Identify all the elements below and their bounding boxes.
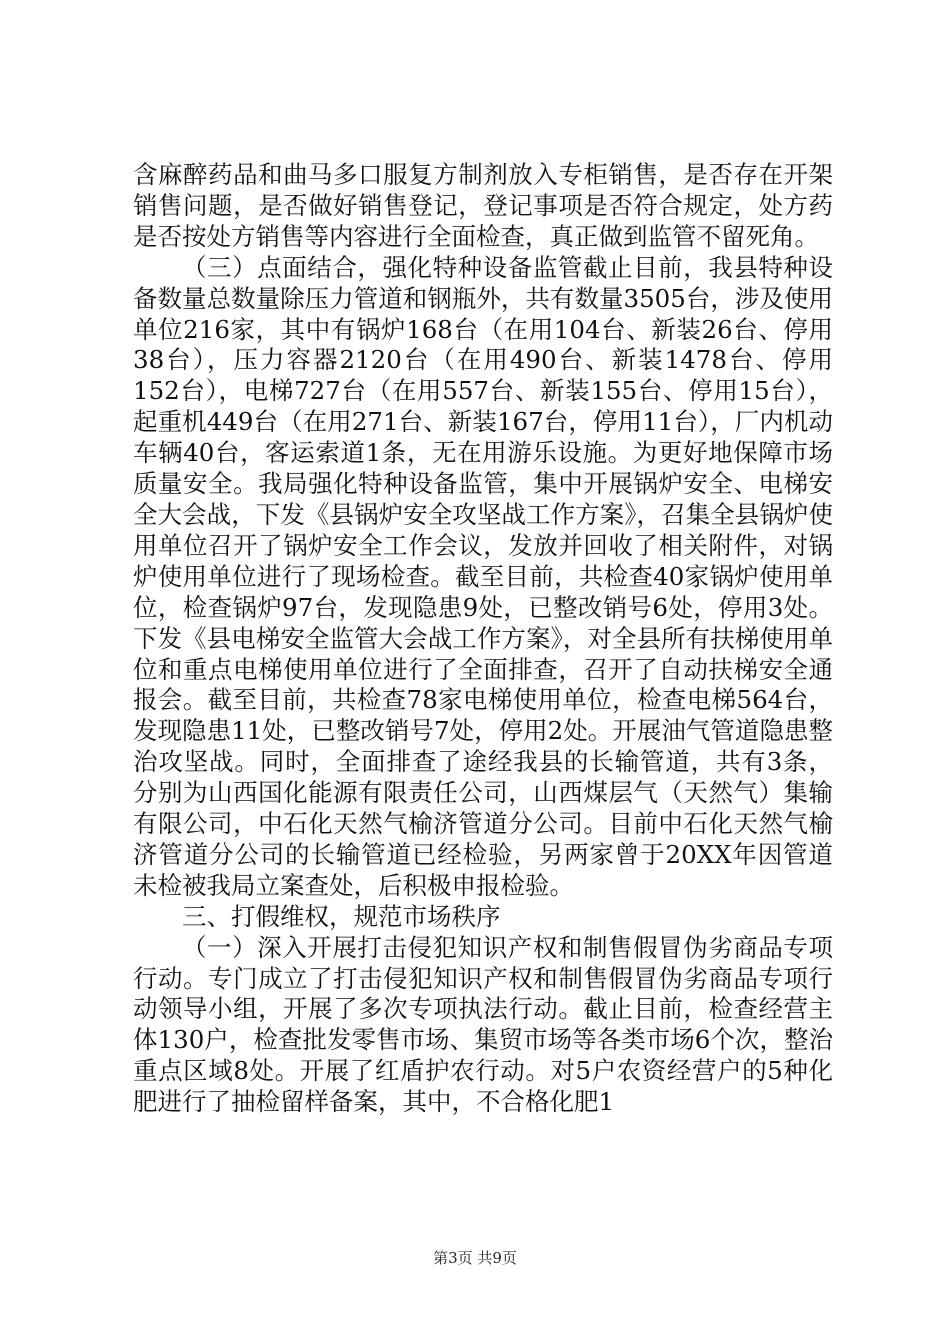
paragraph-3: （一）深入开展打击侵犯知识产权和制售假冒伪劣商品专项行动。专门成立了打击侵犯知识产权和制售假冒伪劣商品专项行动领导小组，开展了多次专项执法行动。截止目前，检查经营主体130户，检查批发零售市场、集贸市场等各类市场6个次，整治重点区域8处。开展了红盾护农行动。对5户农资经营户的5种化肥进行了抽检留样备案，其中，不合格化肥1 [133, 932, 833, 1117]
paragraph-2: （三）点面结合，强化特种设备监管截止目前，我县特种设备数量总数量除压力管道和钢瓶外，共有数量3505台，涉及使用单位216家，其中有锅炉168台（在用104台、新装26台、停用38台），压力容器2120台（在用490台、新装1478台、停用152台），电梯727台（在用557台、新装155台、停用15台），起重机449台（在用271台、新装167台，停用11台），厂内机动车辆40台，客运索道1条，无在用游乐设施。为更好地保障市场质量安全。我局强化特种设备监管，集中开展锅炉安全、电梯安全大会战，下发《县锅炉安全攻坚战工作方案》，召集全县锅炉使用单位召开了锅炉安全工作会议，发放并回收了相关附件，对锅炉使用单位进行了现场检查。截至目前，共检查40家锅炉使用单位，检查锅炉97台，发现隐患9处，已整改销号6处，停用3处。下发《县电梯安全监管大会战工作方案》，对全县所有扶梯使用单位和重点电梯使用单位进行了全面排查，召开了自动扶梯安全通报会。截至目前，共检查78家电梯使用单位，检查电梯564台，发现隐患11处，已整改销号7处，停用2处。开展油气管道隐患整治攻坚战。同时，全面排查了途经我县的长输管道，共有3条，分别为山西国化能源有限责任公司，山西煤层气（天然气）集输有限公司，中石化天然气榆济管道分公司。目前中石化天然气榆济管道分公司的长输管道已经检验，另两家曾于20XX年因管道未检被我局立案查处，后积极申报检验。 [133, 252, 833, 900]
page-footer [0, 1248, 950, 1268]
page-number: 第3页 共9页 [433, 1249, 517, 1267]
paragraph-1: 含麻醉药品和曲马多口服复方制剂放入专柜销售，是否存在开架销售问题，是否做好销售登记，登记事项是否符合规定，处方药是否按处方销售等内容进行全面检查，真正做到监管不留死角。 [133, 160, 833, 251]
body-text [133, 160, 833, 1118]
section-heading: 三、打假维权，规范市场秩序 [182, 901, 501, 931]
